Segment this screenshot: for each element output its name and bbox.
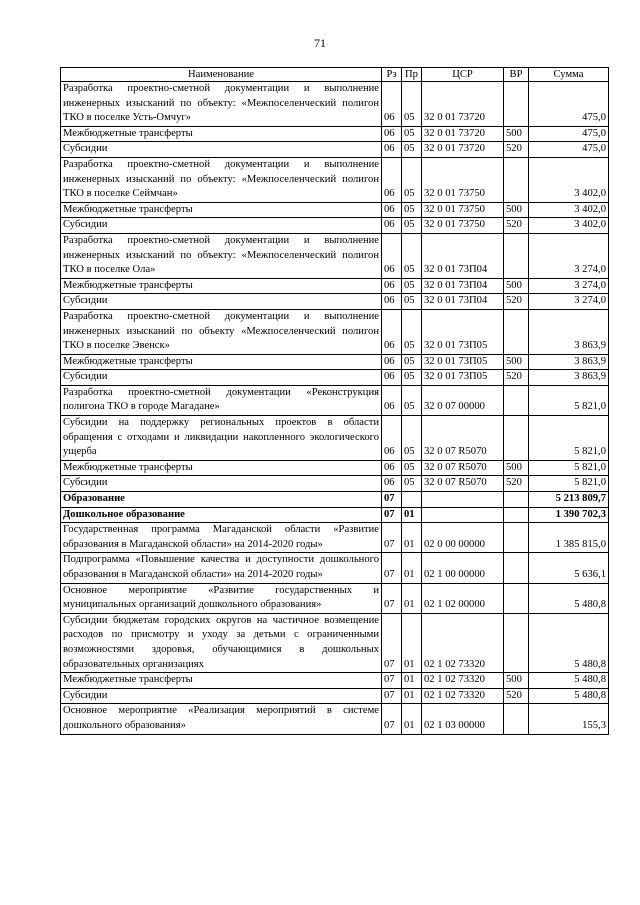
cell-csr: 32 0 01 73П04 — [422, 294, 504, 310]
table-row — [61, 157, 609, 202]
cell-sum: 3 274,0 — [529, 278, 609, 294]
cell-vr: 500 — [504, 673, 529, 689]
table-row — [61, 202, 609, 218]
cell-sum: 5 821,0 — [529, 460, 609, 476]
cell-sum: 3 274,0 — [529, 233, 609, 278]
table-row — [61, 218, 609, 234]
cell-pr: 05 — [402, 82, 422, 127]
table-row — [61, 309, 609, 354]
cell-name: Разработка проектно-сметной документации и выполнение инженерных изысканий по объекту: «Межпоселенческий полигон ТКО в поселке Сеймчан» — [61, 157, 382, 202]
cell-pr: 05 — [402, 126, 422, 142]
cell-sum: 1 390 702,3 — [529, 507, 609, 523]
cell-csr: 32 0 01 73720 — [422, 82, 504, 127]
cell-rz: 07 — [382, 704, 402, 734]
cell-pr: 01 — [402, 688, 422, 704]
cell-csr: 32 0 01 73П05 — [422, 370, 504, 386]
cell-vr — [504, 507, 529, 523]
cell-pr: 05 — [402, 294, 422, 310]
cell-name: Образование — [61, 492, 382, 508]
cell-rz: 07 — [382, 613, 402, 672]
page-number: 71 — [314, 36, 326, 50]
cell-rz: 07 — [382, 673, 402, 689]
cell-pr: 01 — [402, 553, 422, 583]
cell-sum: 5 821,0 — [529, 476, 609, 492]
cell-vr — [504, 233, 529, 278]
table-body — [61, 82, 609, 735]
cell-vr: 520 — [504, 218, 529, 234]
cell-sum: 475,0 — [529, 82, 609, 127]
header-name: Наименование — [61, 68, 382, 82]
cell-vr — [504, 309, 529, 354]
cell-vr — [504, 704, 529, 734]
cell-sum: 3 863,9 — [529, 370, 609, 386]
cell-rz: 06 — [382, 354, 402, 370]
cell-pr: 01 — [402, 523, 422, 553]
cell-sum: 5 636,1 — [529, 553, 609, 583]
cell-rz: 07 — [382, 583, 402, 613]
cell-sum: 3 402,0 — [529, 157, 609, 202]
cell-name: Субсидии на поддержку региональных проектов в области обращения с отходами и ликвидации накопленного экологического ущерба — [61, 416, 382, 461]
cell-rz: 07 — [382, 553, 402, 583]
cell-vr: 520 — [504, 370, 529, 386]
table-row — [61, 294, 609, 310]
cell-csr: 02 0 00 00000 — [422, 523, 504, 553]
header-pr: Пр — [402, 68, 422, 82]
table-row — [61, 523, 609, 553]
cell-csr: 32 0 07 R5070 — [422, 416, 504, 461]
table-header-row — [61, 68, 609, 82]
cell-sum: 3 402,0 — [529, 202, 609, 218]
cell-vr: 500 — [504, 126, 529, 142]
cell-pr — [402, 492, 422, 508]
cell-csr: 32 0 01 73750 — [422, 202, 504, 218]
table-row — [61, 370, 609, 386]
cell-pr: 05 — [402, 370, 422, 386]
cell-csr — [422, 507, 504, 523]
cell-rz: 06 — [382, 142, 402, 158]
table-row — [61, 416, 609, 461]
cell-csr: 02 1 00 00000 — [422, 553, 504, 583]
table-row — [61, 613, 609, 672]
cell-csr: 02 1 03 00000 — [422, 704, 504, 734]
header-rz: Рз — [382, 68, 402, 82]
cell-name: Межбюджетные трансферты — [61, 673, 382, 689]
budget-table — [60, 67, 609, 735]
cell-pr: 05 — [402, 309, 422, 354]
cell-pr: 05 — [402, 218, 422, 234]
table-row — [61, 126, 609, 142]
table-row — [61, 460, 609, 476]
cell-name: Субсидии — [61, 688, 382, 704]
cell-vr — [504, 416, 529, 461]
cell-vr — [504, 613, 529, 672]
cell-name: Государственная программа Магаданской области «Развитие образования в Магаданской области» на 2014-2020 годы» — [61, 523, 382, 553]
cell-pr: 05 — [402, 354, 422, 370]
cell-csr: 32 0 01 73П04 — [422, 278, 504, 294]
cell-name: Дошкольное образование — [61, 507, 382, 523]
cell-rz: 06 — [382, 278, 402, 294]
cell-vr: 500 — [504, 278, 529, 294]
cell-pr: 05 — [402, 233, 422, 278]
cell-sum: 3 402,0 — [529, 218, 609, 234]
cell-rz: 06 — [382, 202, 402, 218]
cell-csr: 02 1 02 73320 — [422, 613, 504, 672]
cell-csr: 32 0 07 00000 — [422, 385, 504, 415]
header-sum: Сумма — [529, 68, 609, 82]
cell-rz: 06 — [382, 460, 402, 476]
cell-rz: 06 — [382, 218, 402, 234]
cell-name: Разработка проектно-сметной документации и выполнение инженерных изысканий по объекту: «Межпоселенческий полигон ТКО в поселке Усть-Омчуг» — [61, 82, 382, 127]
cell-csr: 32 0 01 73720 — [422, 142, 504, 158]
cell-name: Субсидии — [61, 142, 382, 158]
cell-csr: 02 1 02 73320 — [422, 673, 504, 689]
cell-vr: 500 — [504, 460, 529, 476]
cell-vr — [504, 553, 529, 583]
cell-rz: 06 — [382, 126, 402, 142]
cell-name: Разработка проектно-сметной документации и выполнение инженерных изысканий по объекту «Межпоселенческий полигон ТКО в поселке Эвенск» — [61, 309, 382, 354]
cell-sum: 5 213 809,7 — [529, 492, 609, 508]
cell-pr: 05 — [402, 460, 422, 476]
cell-name: Разработка проектно-сметной документации «Реконструкция полигона ТКО в городе Магадане» — [61, 385, 382, 415]
cell-rz: 06 — [382, 416, 402, 461]
table-row — [61, 492, 609, 508]
cell-vr — [504, 492, 529, 508]
table-row — [61, 385, 609, 415]
cell-sum: 475,0 — [529, 142, 609, 158]
cell-name: Разработка проектно-сметной документации и выполнение инженерных изысканий по объекту: «Межпоселенческий полигон ТКО в поселке Ола» — [61, 233, 382, 278]
cell-pr: 05 — [402, 416, 422, 461]
cell-vr — [504, 82, 529, 127]
cell-vr: 500 — [504, 354, 529, 370]
cell-vr — [504, 385, 529, 415]
cell-csr: 32 0 01 73П04 — [422, 233, 504, 278]
cell-sum: 3 863,9 — [529, 309, 609, 354]
cell-rz: 06 — [382, 82, 402, 127]
cell-rz: 06 — [382, 233, 402, 278]
cell-name: Подпрограмма «Повышение качества и доступности дошкольного образования в Магаданской области» на 2014-2020 годы» — [61, 553, 382, 583]
cell-sum: 5 821,0 — [529, 416, 609, 461]
header-csr: ЦСР — [422, 68, 504, 82]
header-vr: ВР — [504, 68, 529, 82]
cell-sum: 475,0 — [529, 126, 609, 142]
cell-rz: 07 — [382, 523, 402, 553]
table-row — [61, 688, 609, 704]
cell-rz: 07 — [382, 507, 402, 523]
cell-rz: 06 — [382, 157, 402, 202]
table-row — [61, 354, 609, 370]
cell-csr: 32 0 01 73750 — [422, 157, 504, 202]
cell-rz: 06 — [382, 385, 402, 415]
table-row — [61, 507, 609, 523]
cell-csr: 32 0 01 73П05 — [422, 354, 504, 370]
cell-vr — [504, 157, 529, 202]
cell-vr: 520 — [504, 294, 529, 310]
cell-pr: 05 — [402, 157, 422, 202]
cell-name: Субсидии — [61, 476, 382, 492]
cell-sum: 5 480,8 — [529, 673, 609, 689]
cell-csr — [422, 492, 504, 508]
cell-pr: 01 — [402, 673, 422, 689]
cell-sum: 155,3 — [529, 704, 609, 734]
cell-pr: 05 — [402, 385, 422, 415]
table-row — [61, 82, 609, 127]
cell-sum: 3 274,0 — [529, 294, 609, 310]
table-row — [61, 673, 609, 689]
cell-name: Основное мероприятие «Развитие государственных и муниципальных организаций дошкольного образования» — [61, 583, 382, 613]
cell-pr: 05 — [402, 142, 422, 158]
cell-rz: 07 — [382, 492, 402, 508]
cell-pr: 05 — [402, 202, 422, 218]
table-row — [61, 476, 609, 492]
cell-vr: 500 — [504, 202, 529, 218]
cell-csr: 32 0 01 73П05 — [422, 309, 504, 354]
cell-vr: 520 — [504, 688, 529, 704]
cell-sum: 5 480,8 — [529, 613, 609, 672]
cell-rz: 06 — [382, 294, 402, 310]
cell-csr: 32 0 07 R5070 — [422, 476, 504, 492]
cell-csr: 32 0 01 73720 — [422, 126, 504, 142]
cell-name: Межбюджетные трансферты — [61, 202, 382, 218]
table-row — [61, 553, 609, 583]
cell-csr: 32 0 07 R5070 — [422, 460, 504, 476]
cell-vr — [504, 583, 529, 613]
cell-pr: 01 — [402, 613, 422, 672]
cell-csr: 02 1 02 73320 — [422, 688, 504, 704]
cell-rz: 06 — [382, 476, 402, 492]
cell-name: Межбюджетные трансферты — [61, 460, 382, 476]
cell-name: Межбюджетные трансферты — [61, 126, 382, 142]
table-row — [61, 233, 609, 278]
cell-pr: 01 — [402, 507, 422, 523]
cell-name: Межбюджетные трансферты — [61, 354, 382, 370]
cell-pr: 05 — [402, 476, 422, 492]
cell-sum: 3 863,9 — [529, 354, 609, 370]
cell-name: Основное мероприятие «Реализация мероприятий в системе дошкольного образования» — [61, 704, 382, 734]
cell-sum: 5 480,8 — [529, 583, 609, 613]
cell-name: Субсидии — [61, 218, 382, 234]
cell-sum: 5 821,0 — [529, 385, 609, 415]
cell-name: Субсидии — [61, 294, 382, 310]
cell-pr: 01 — [402, 704, 422, 734]
cell-name: Субсидии — [61, 370, 382, 386]
table-row — [61, 142, 609, 158]
cell-vr: 520 — [504, 476, 529, 492]
cell-name: Межбюджетные трансферты — [61, 278, 382, 294]
table-row — [61, 278, 609, 294]
cell-csr: 32 0 01 73750 — [422, 218, 504, 234]
cell-vr: 520 — [504, 142, 529, 158]
cell-rz: 07 — [382, 688, 402, 704]
cell-csr: 02 1 02 00000 — [422, 583, 504, 613]
cell-pr: 05 — [402, 278, 422, 294]
table-row — [61, 704, 609, 734]
cell-rz: 06 — [382, 370, 402, 386]
table-row — [61, 583, 609, 613]
cell-name: Субсидии бюджетам городских округов на частичное возмещение расходов по присмотру и уходу за детьми с ограниченными возможностями здоровья, обучающимися в дошкольных образовательных организациях — [61, 613, 382, 672]
cell-sum: 5 480,8 — [529, 688, 609, 704]
cell-sum: 1 385 815,0 — [529, 523, 609, 553]
cell-pr: 01 — [402, 583, 422, 613]
cell-vr — [504, 523, 529, 553]
cell-rz: 06 — [382, 309, 402, 354]
